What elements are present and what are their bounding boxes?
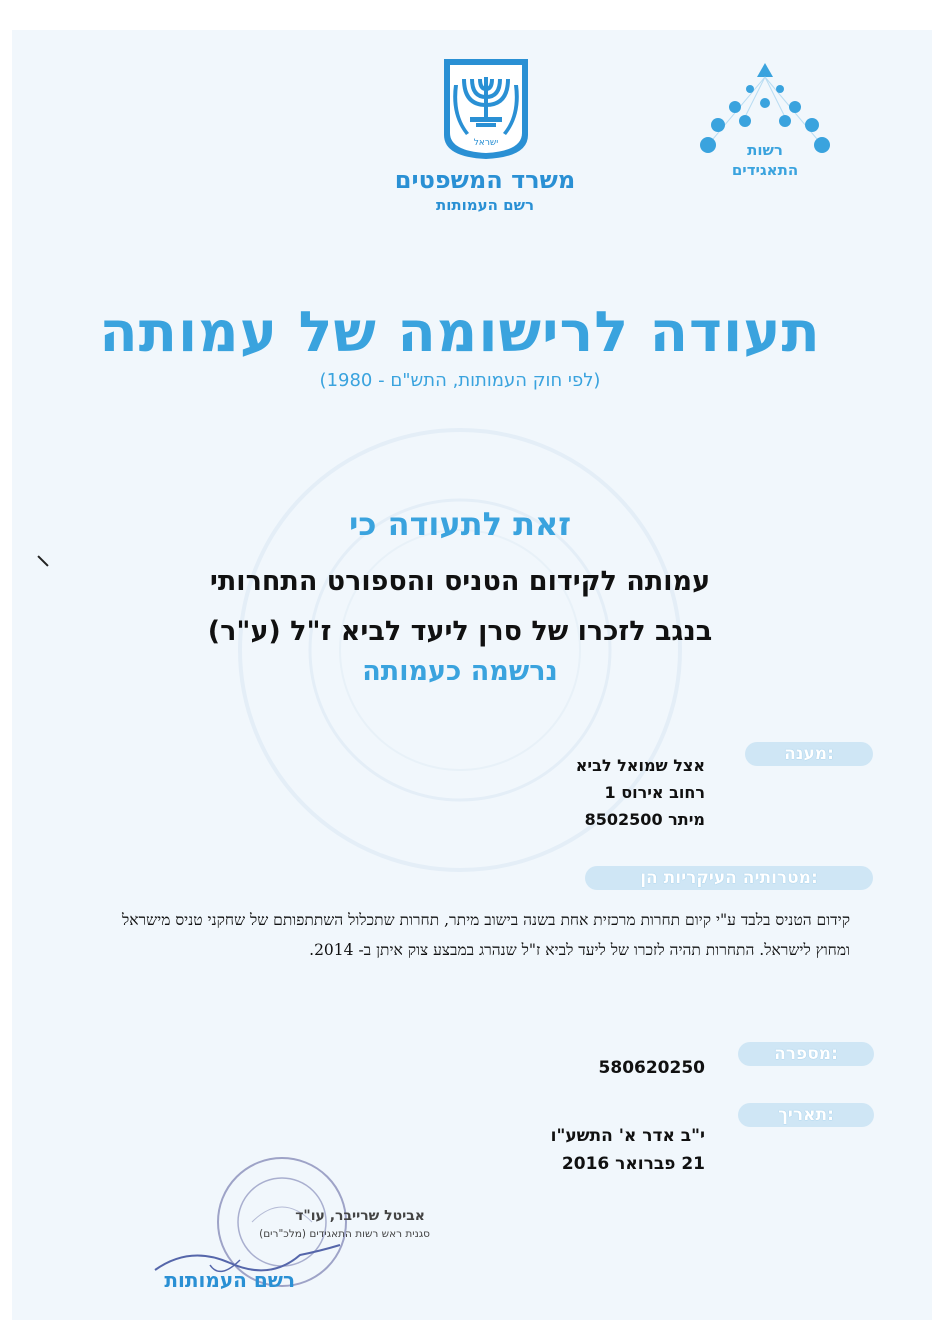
goals-label: מטרותיה העיקריות הן: — [585, 866, 873, 890]
page-subtitle: (לפי חוק העמותות, התש"ם - 1980) — [319, 370, 601, 391]
authority-logo-text — [690, 140, 840, 180]
registration-number: 580620250 — [598, 1058, 705, 1078]
address-block — [480, 752, 705, 833]
ministry-name: משרד המשפטים — [394, 166, 576, 194]
emblem-text: ישראל — [473, 138, 499, 148]
authority-line1: רשות — [747, 141, 783, 159]
goals-text: קידום הטניס בלבד ע"י קיום תחרות מרכזית אחת בשנה בישוב מיתר, תחרות שתכלול השתתפותם של שחקני טניס מישראל ומחוץ לישראל. התחרות תהיה לזכרו של ליעד לביא ז"ל שנהרג במבצע צוק איתן ב- 2014. — [122, 911, 850, 959]
authority-line2: התאגידים — [731, 161, 799, 179]
ministry-header — [300, 166, 670, 214]
date-block — [480, 1122, 705, 1178]
address-line2: רחוב אירוס 1 — [604, 783, 705, 802]
footer-registrar: רשם העמותות — [164, 1268, 295, 1292]
address-line1: אצל שמואל לביא — [575, 756, 705, 775]
organization-name-line1: עמותה לקידום הטניס והספורט התחרותי — [209, 566, 711, 597]
date-label: תאריך: — [738, 1103, 874, 1127]
number-label: מספרה: — [738, 1042, 874, 1066]
menorah-emblem-icon — [440, 55, 532, 161]
hebrew-date: י"ב אדר א' התשע"ו — [550, 1126, 705, 1146]
organization-name-line2: בנגב לזכרו של סרן ליעד לביא ז"ל (ע"ר) — [207, 616, 713, 647]
gregorian-date: 21 פברואר 2016 — [561, 1154, 705, 1174]
certification-intro: זאת לתעודה כי — [348, 505, 572, 543]
page-title: תעודה לרישומה של עמותה — [99, 300, 821, 365]
registration-status: נרשמה כעמותה — [362, 656, 558, 687]
signatory-name: אביטל שרייבר, עו"ד — [295, 1208, 425, 1224]
address-line3: מיתר 8502500 — [584, 810, 705, 829]
address-label: מענה: — [745, 742, 873, 766]
registrar-name: רשם העמותות — [435, 196, 534, 214]
signatory-title: סגנית ראש רשות התאגידים (מלכ"רים) — [259, 1228, 430, 1240]
